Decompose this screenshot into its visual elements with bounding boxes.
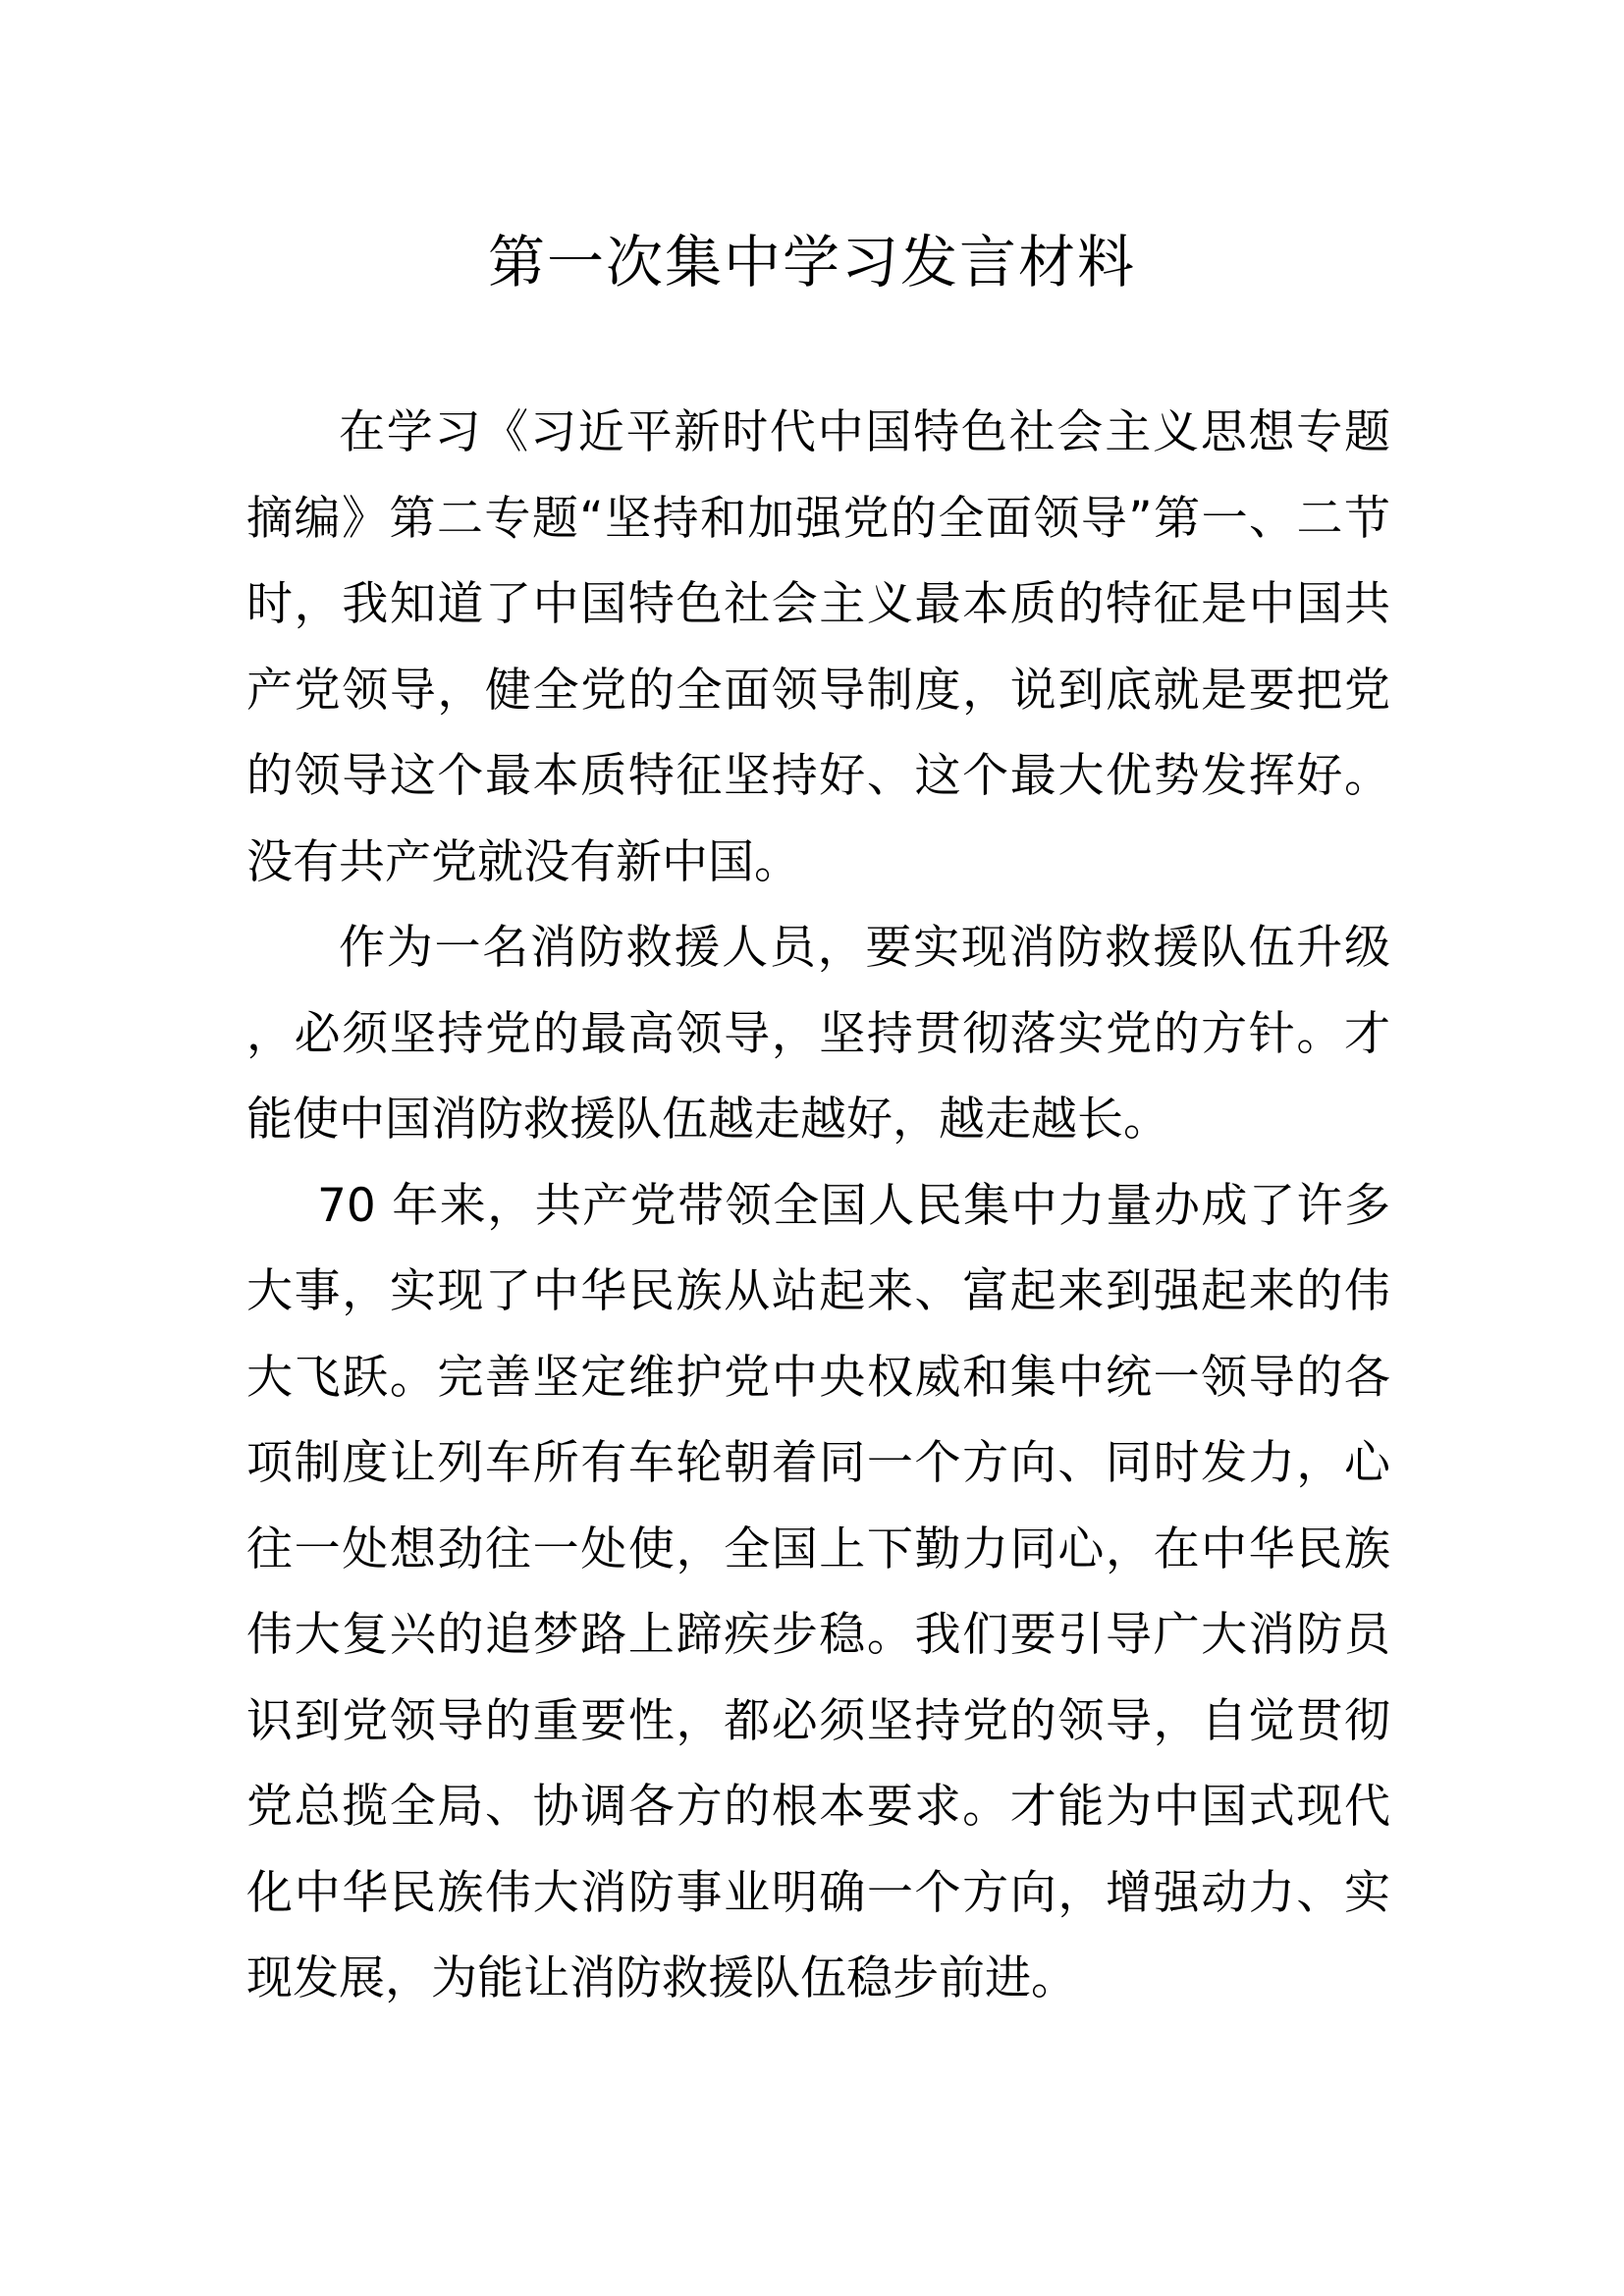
document-body [246, 390, 1390, 2022]
paragraph-3: 70 年来，共产党带领全国人民集中力量办成了许多大事，实现了中华民族从站起来、富起来到强起来的伟大飞跃。完善坚定维护党中央权威和集中统一领导的各项制度让列车所有车轮朝着同一个方向、同时发力，心往一处想劲往一处使，全国上下勤力同心，在中华民族伟大复兴的追梦路上蹄疾步稳。我们要引导广大消防员识到党领导的重要性，都必须坚持党的领导，自觉贯彻党总揽全局、协调各方的根本要求。才能为中国式现代化中华民族伟大消防事业明确一个方向，增强动力、实现发展，为能让消防救援队伍稳步前进。 [246, 1178, 1390, 2005]
paragraph-1: 在学习《习近平新时代中国特色社会主义思想专题摘编》第二专题“坚持和加强党的全面领导”第一、二节时，我知道了中国特色社会主义最本质的特征是中国共产党领导，健全党的全面领导制度，说到底就是要把党的领导这个最本质特征坚持好、这个最大优势发挥好。没有共产党就没有新中国。 [246, 405, 1390, 889]
document-title: 第一次集中学习发言材料 [487, 229, 1136, 295]
paragraph-2: 作为一名消防救援人员，要实现消防救援队伍升级，必须坚持党的最高领导，坚持贯彻落实党的方针。才能使中国消防救援队伍越走越好，越走越长。 [246, 921, 1390, 1147]
